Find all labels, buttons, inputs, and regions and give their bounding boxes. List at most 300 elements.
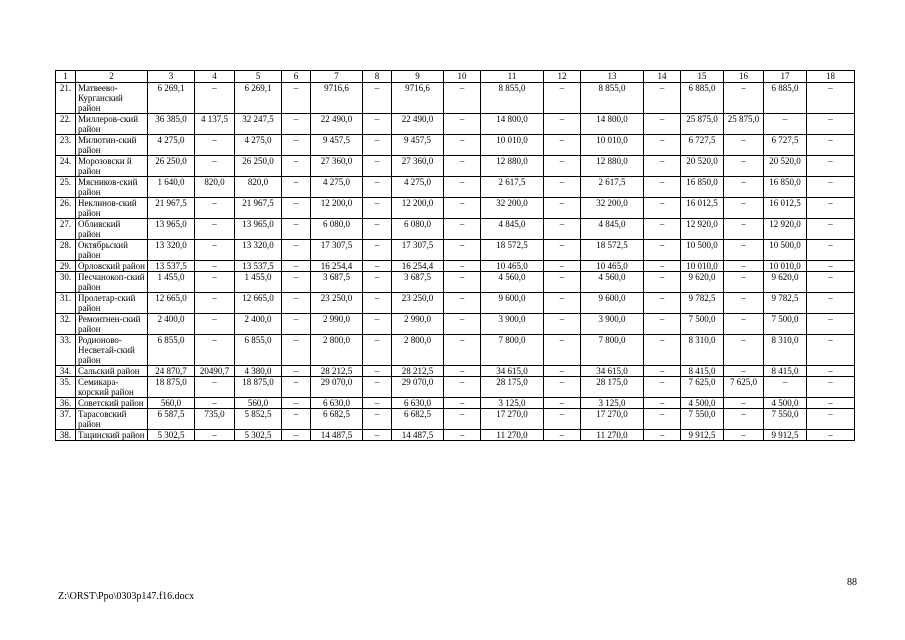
table-row [56, 409, 855, 430]
value-cell: 26 250,0 [235, 156, 282, 177]
value-cell: – [282, 219, 311, 240]
value-cell: 4 275,0 [392, 177, 444, 198]
value-cell: 4 845,0 [481, 219, 544, 240]
row-number: 26. [56, 198, 76, 219]
row-number: 25. [56, 177, 76, 198]
value-cell: – [544, 366, 581, 377]
value-cell: – [282, 409, 311, 430]
value-cell: – [444, 314, 481, 335]
value-cell: 4 137,5 [195, 114, 235, 135]
value-cell: 11 270,0 [481, 430, 544, 441]
value-cell: 2 400,0 [148, 314, 195, 335]
value-cell: – [807, 293, 855, 314]
value-cell: 10 010,0 [764, 261, 807, 272]
value-cell: 2 800,0 [392, 335, 444, 366]
value-cell: – [764, 114, 807, 135]
value-cell: 6 727,5 [681, 135, 724, 156]
value-cell: 6 727,5 [764, 135, 807, 156]
value-cell: – [363, 314, 392, 335]
value-cell: – [807, 114, 855, 135]
value-cell: – [282, 198, 311, 219]
value-cell: – [644, 219, 681, 240]
value-cell: – [807, 409, 855, 430]
value-cell: – [363, 261, 392, 272]
value-cell: – [644, 335, 681, 366]
value-cell: – [444, 240, 481, 261]
value-cell: 4 380,0 [235, 366, 282, 377]
table-row [56, 219, 855, 240]
value-cell: – [724, 293, 764, 314]
value-cell: – [195, 377, 235, 398]
value-cell: 6 630,0 [392, 398, 444, 409]
value-cell: 34 615,0 [581, 366, 644, 377]
value-cell: 9716,6 [311, 83, 363, 114]
value-cell: – [724, 83, 764, 114]
value-cell: – [195, 272, 235, 293]
column-number: 15 [681, 71, 724, 83]
value-cell: – [363, 377, 392, 398]
value-cell: 4 275,0 [148, 135, 195, 156]
value-cell: – [724, 177, 764, 198]
row-number: 33. [56, 335, 76, 366]
value-cell: – [444, 177, 481, 198]
value-cell: – [282, 398, 311, 409]
value-cell: 10 500,0 [764, 240, 807, 261]
value-cell: – [282, 293, 311, 314]
value-cell: – [363, 83, 392, 114]
value-cell: – [724, 156, 764, 177]
value-cell: – [644, 177, 681, 198]
value-cell: 18 572,5 [481, 240, 544, 261]
value-cell: – [282, 261, 311, 272]
value-cell: – [807, 314, 855, 335]
value-cell: – [282, 366, 311, 377]
value-cell: – [363, 398, 392, 409]
value-cell: 9 457,5 [311, 135, 363, 156]
value-cell: – [807, 240, 855, 261]
value-cell: – [195, 83, 235, 114]
value-cell: – [282, 335, 311, 366]
value-cell: – [807, 261, 855, 272]
value-cell: 8 310,0 [681, 335, 724, 366]
value-cell: 7 625,0 [724, 377, 764, 398]
value-cell: – [644, 114, 681, 135]
district-name: Неклинов-ский район [76, 198, 148, 219]
value-cell: 6 682,5 [392, 409, 444, 430]
value-cell: 820,0 [235, 177, 282, 198]
value-cell: – [644, 293, 681, 314]
value-cell: – [195, 135, 235, 156]
value-cell: – [644, 366, 681, 377]
value-cell: 17 307,5 [311, 240, 363, 261]
value-cell: 5 302,5 [148, 430, 195, 441]
value-cell: 12 880,0 [481, 156, 544, 177]
value-cell: 20 520,0 [764, 156, 807, 177]
district-name: Сальский район [76, 366, 148, 377]
value-cell: – [282, 377, 311, 398]
value-cell: 20490,7 [195, 366, 235, 377]
column-number: 11 [481, 71, 544, 83]
value-cell: 9 912,5 [681, 430, 724, 441]
value-cell: – [195, 219, 235, 240]
value-cell: 12 200,0 [392, 198, 444, 219]
column-number: 9 [392, 71, 444, 83]
value-cell: 6 587,5 [148, 409, 195, 430]
row-number: 27. [56, 219, 76, 240]
district-name: Матвеево-Курганский район [76, 83, 148, 114]
value-cell: 29 070,0 [392, 377, 444, 398]
value-cell: – [282, 177, 311, 198]
value-cell: – [724, 398, 764, 409]
value-cell: 18 875,0 [235, 377, 282, 398]
value-cell: – [282, 135, 311, 156]
column-number: 17 [764, 71, 807, 83]
column-number: 10 [444, 71, 481, 83]
value-cell: 5 852,5 [235, 409, 282, 430]
table-row [56, 177, 855, 198]
value-cell: 6 080,0 [311, 219, 363, 240]
value-cell: – [444, 398, 481, 409]
table-row [56, 335, 855, 366]
district-name: Родионово-Несветай-ский район [76, 335, 148, 366]
value-cell: – [724, 219, 764, 240]
table-row [56, 398, 855, 409]
value-cell: 735,0 [195, 409, 235, 430]
value-cell: – [363, 335, 392, 366]
value-cell: 12 880,0 [581, 156, 644, 177]
value-cell: 10 010,0 [581, 135, 644, 156]
value-cell: 4 275,0 [311, 177, 363, 198]
value-cell: 4 500,0 [764, 398, 807, 409]
value-cell: – [544, 335, 581, 366]
table-row [56, 240, 855, 261]
value-cell: 8 415,0 [764, 366, 807, 377]
value-cell: – [644, 314, 681, 335]
value-cell: 10 465,0 [481, 261, 544, 272]
value-cell: 24 870,7 [148, 366, 195, 377]
value-cell: 12 665,0 [235, 293, 282, 314]
district-name: Ремонтнен-ский район [76, 314, 148, 335]
value-cell: 9 600,0 [481, 293, 544, 314]
value-cell: 27 360,0 [311, 156, 363, 177]
value-cell: – [363, 240, 392, 261]
value-cell: – [807, 83, 855, 114]
table-row [56, 377, 855, 398]
value-cell: – [444, 219, 481, 240]
value-cell: – [444, 430, 481, 441]
value-cell: – [807, 198, 855, 219]
value-cell: – [444, 135, 481, 156]
value-cell: 7 500,0 [764, 314, 807, 335]
table-row [56, 314, 855, 335]
value-cell: – [282, 272, 311, 293]
value-cell: – [544, 156, 581, 177]
value-cell: 13 537,5 [235, 261, 282, 272]
value-cell: – [444, 114, 481, 135]
value-cell: – [282, 430, 311, 441]
column-number: 1 [56, 71, 76, 83]
value-cell: – [544, 261, 581, 272]
value-cell: 9 600,0 [581, 293, 644, 314]
column-number: 7 [311, 71, 363, 83]
value-cell: 2 990,0 [392, 314, 444, 335]
value-cell: 6 885,0 [681, 83, 724, 114]
value-cell: 32 247,5 [235, 114, 282, 135]
value-cell: 6 080,0 [392, 219, 444, 240]
value-cell: 12 200,0 [311, 198, 363, 219]
value-cell: – [644, 198, 681, 219]
value-cell: 14 800,0 [481, 114, 544, 135]
value-cell: 13 320,0 [148, 240, 195, 261]
district-name: Мясников-ский район [76, 177, 148, 198]
value-cell: – [807, 430, 855, 441]
value-cell: – [444, 366, 481, 377]
row-number: 31. [56, 293, 76, 314]
value-cell: 6 682,5 [311, 409, 363, 430]
value-cell: 4 845,0 [581, 219, 644, 240]
value-cell: 12 920,0 [681, 219, 724, 240]
value-cell: 820,0 [195, 177, 235, 198]
value-cell: – [644, 272, 681, 293]
value-cell: – [644, 377, 681, 398]
value-cell: 22 490,0 [311, 114, 363, 135]
value-cell: – [444, 272, 481, 293]
value-cell: – [544, 135, 581, 156]
value-cell: – [282, 314, 311, 335]
row-number: 36. [56, 398, 76, 409]
district-name: Милютин-ский район [76, 135, 148, 156]
value-cell: 6 855,0 [235, 335, 282, 366]
value-cell: 17 307,5 [392, 240, 444, 261]
value-cell: 7 800,0 [481, 335, 544, 366]
value-cell: 18 572,5 [581, 240, 644, 261]
row-number: 34. [56, 366, 76, 377]
value-cell: 9 620,0 [681, 272, 724, 293]
value-cell: – [644, 261, 681, 272]
value-cell: – [807, 156, 855, 177]
value-cell: – [807, 377, 855, 398]
row-number: 37. [56, 409, 76, 430]
value-cell: 4 500,0 [681, 398, 724, 409]
row-number: 21. [56, 83, 76, 114]
value-cell: – [363, 430, 392, 441]
value-cell: 27 360,0 [392, 156, 444, 177]
value-cell: – [544, 272, 581, 293]
value-cell: 10 010,0 [481, 135, 544, 156]
value-cell: – [444, 377, 481, 398]
value-cell: – [195, 293, 235, 314]
value-cell: 13 537,5 [148, 261, 195, 272]
value-cell: – [544, 177, 581, 198]
row-number: 30. [56, 272, 76, 293]
district-name: Советский район [76, 398, 148, 409]
value-cell: – [644, 398, 681, 409]
value-cell: – [195, 430, 235, 441]
value-cell: 28 212,5 [311, 366, 363, 377]
value-cell: – [195, 398, 235, 409]
value-cell: – [195, 240, 235, 261]
value-cell: 10 500,0 [681, 240, 724, 261]
value-cell: 10 465,0 [581, 261, 644, 272]
district-name: Пролетар-ский район [76, 293, 148, 314]
value-cell: 9 620,0 [764, 272, 807, 293]
value-cell: – [282, 156, 311, 177]
value-cell: 3 125,0 [581, 398, 644, 409]
value-cell: 3 900,0 [581, 314, 644, 335]
value-cell: – [195, 198, 235, 219]
value-cell: 11 270,0 [581, 430, 644, 441]
footer-file-path: Z:\ORST\Ppo\0303p147.f16.docx [58, 591, 195, 602]
value-cell: 14 800,0 [581, 114, 644, 135]
column-numbers-row [56, 71, 855, 83]
value-cell: 25 875,0 [681, 114, 724, 135]
value-cell: – [724, 335, 764, 366]
value-cell: – [724, 261, 764, 272]
value-cell: 23 250,0 [311, 293, 363, 314]
district-name: Орловский район [76, 261, 148, 272]
value-cell: – [544, 83, 581, 114]
value-cell: – [195, 156, 235, 177]
value-cell: 7 800,0 [581, 335, 644, 366]
value-cell: – [724, 135, 764, 156]
district-name: Миллеров-ский район [76, 114, 148, 135]
value-cell: 12 665,0 [148, 293, 195, 314]
value-cell: 7 550,0 [764, 409, 807, 430]
value-cell: 18 875,0 [148, 377, 195, 398]
value-cell: 2 400,0 [235, 314, 282, 335]
table-row [56, 272, 855, 293]
value-cell: – [644, 240, 681, 261]
district-name: Октябрьский район [76, 240, 148, 261]
value-cell: – [363, 366, 392, 377]
value-cell: 6 269,1 [148, 83, 195, 114]
district-name: Тарасовский район [76, 409, 148, 430]
value-cell: – [807, 272, 855, 293]
value-cell: 3 687,5 [311, 272, 363, 293]
value-cell: 9 457,5 [392, 135, 444, 156]
district-name: Обливский район [76, 219, 148, 240]
value-cell: 12 920,0 [764, 219, 807, 240]
page-number: 88 [847, 577, 857, 588]
value-cell: – [544, 377, 581, 398]
table-row [56, 293, 855, 314]
value-cell: 22 490,0 [392, 114, 444, 135]
column-number: 14 [644, 71, 681, 83]
value-cell: 9 912,5 [764, 430, 807, 441]
value-cell: 17 270,0 [581, 409, 644, 430]
row-number: 23. [56, 135, 76, 156]
column-number: 13 [581, 71, 644, 83]
value-cell: 29 070,0 [311, 377, 363, 398]
value-cell: 6 885,0 [764, 83, 807, 114]
value-cell: – [363, 409, 392, 430]
value-cell: – [444, 83, 481, 114]
value-cell: 5 302,5 [235, 430, 282, 441]
value-cell: – [807, 135, 855, 156]
table-row [56, 261, 855, 272]
value-cell: – [363, 198, 392, 219]
value-cell: – [724, 409, 764, 430]
value-cell: 3 900,0 [481, 314, 544, 335]
value-cell: 4 275,0 [235, 135, 282, 156]
column-number: 3 [148, 71, 195, 83]
value-cell: 32 200,0 [481, 198, 544, 219]
value-cell: – [195, 261, 235, 272]
value-cell: 34 615,0 [481, 366, 544, 377]
value-cell: 3 125,0 [481, 398, 544, 409]
value-cell: – [807, 335, 855, 366]
value-cell: – [544, 114, 581, 135]
value-cell: – [644, 135, 681, 156]
value-cell: – [195, 314, 235, 335]
value-cell: – [764, 377, 807, 398]
data-table [55, 70, 855, 441]
value-cell: – [724, 272, 764, 293]
value-cell: 21 967,5 [148, 198, 195, 219]
value-cell: 8 310,0 [764, 335, 807, 366]
value-cell: – [444, 409, 481, 430]
value-cell: 26 250,0 [148, 156, 195, 177]
value-cell: 13 965,0 [148, 219, 195, 240]
value-cell: 13 320,0 [235, 240, 282, 261]
table-row [56, 114, 855, 135]
table-row [56, 366, 855, 377]
value-cell: – [282, 240, 311, 261]
value-cell: 16 850,0 [764, 177, 807, 198]
value-cell: – [444, 156, 481, 177]
value-cell: – [544, 314, 581, 335]
column-number: 6 [282, 71, 311, 83]
value-cell: – [363, 219, 392, 240]
value-cell: – [544, 219, 581, 240]
value-cell: – [807, 366, 855, 377]
value-cell: 9 782,5 [764, 293, 807, 314]
value-cell: 2 617,5 [581, 177, 644, 198]
value-cell: 16 012,5 [681, 198, 724, 219]
row-number: 24. [56, 156, 76, 177]
table-row [56, 135, 855, 156]
value-cell: 16 012,5 [764, 198, 807, 219]
value-cell: 4 560,0 [481, 272, 544, 293]
value-cell: – [807, 219, 855, 240]
value-cell: 2 990,0 [311, 314, 363, 335]
value-cell: 1 455,0 [148, 272, 195, 293]
value-cell: 14 487,5 [311, 430, 363, 441]
value-cell: 7 550,0 [681, 409, 724, 430]
column-number: 18 [807, 71, 855, 83]
value-cell: 560,0 [148, 398, 195, 409]
value-cell: – [544, 398, 581, 409]
value-cell: 36 385,0 [148, 114, 195, 135]
value-cell: 6 269,1 [235, 83, 282, 114]
value-cell: 21 967,5 [235, 198, 282, 219]
value-cell: – [444, 198, 481, 219]
column-number: 12 [544, 71, 581, 83]
value-cell: 3 687,5 [392, 272, 444, 293]
table-row [56, 430, 855, 441]
value-cell: – [363, 272, 392, 293]
value-cell: – [444, 261, 481, 272]
value-cell: 4 560,0 [581, 272, 644, 293]
value-cell: 14 487,5 [392, 430, 444, 441]
value-cell: – [544, 240, 581, 261]
value-cell: 23 250,0 [392, 293, 444, 314]
column-number: 16 [724, 71, 764, 83]
table-row [56, 83, 855, 114]
row-number: 22. [56, 114, 76, 135]
value-cell: 2 800,0 [311, 335, 363, 366]
value-cell: 6 855,0 [148, 335, 195, 366]
